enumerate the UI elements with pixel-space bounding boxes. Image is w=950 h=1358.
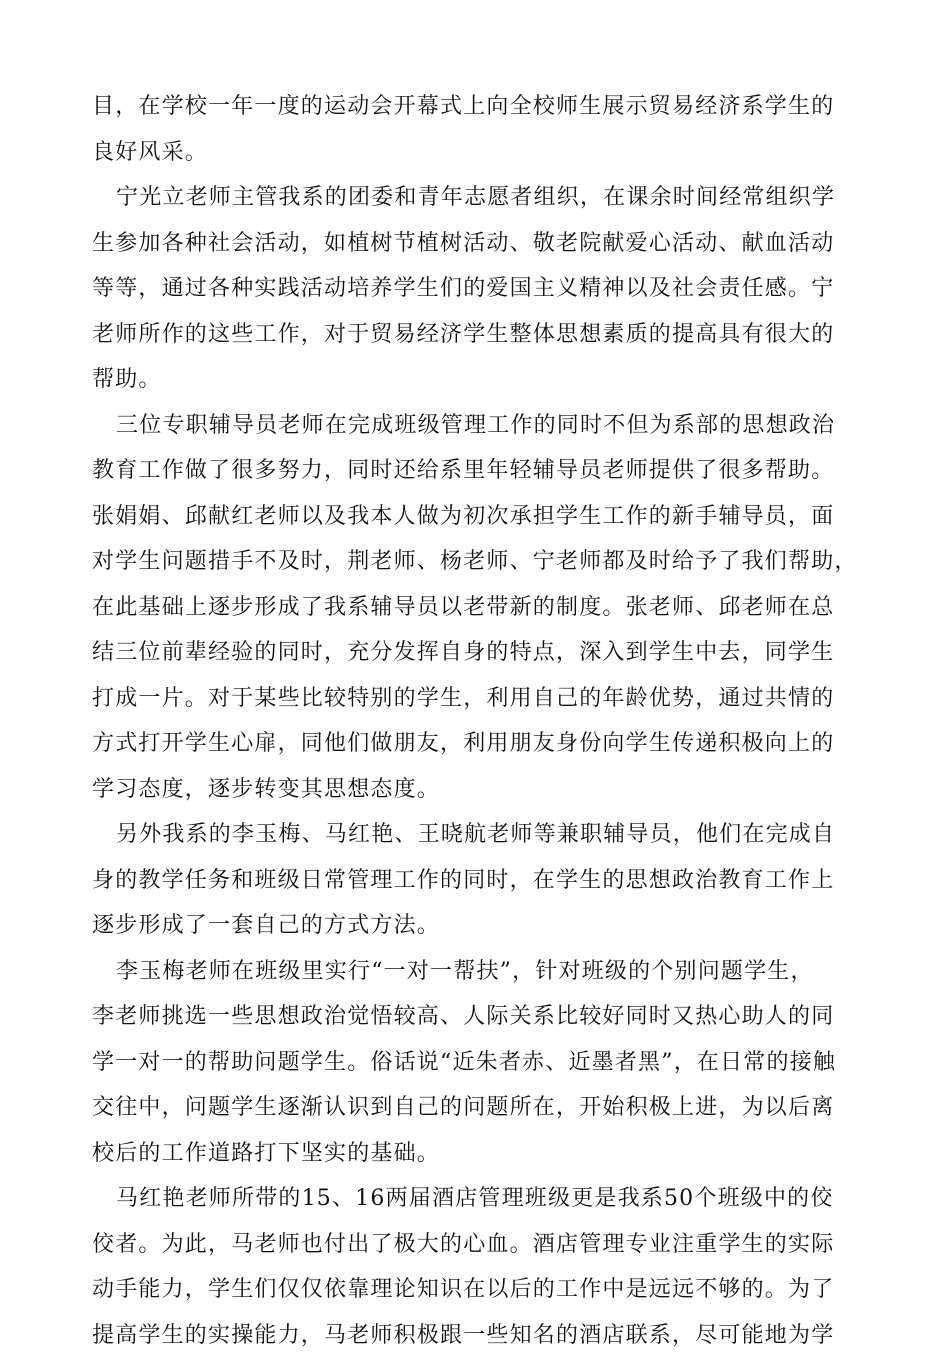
text-line: 打成一片。对于某些比较特别的学生，利用自己的年龄优势，通过共情的 [92, 676, 860, 722]
paragraph-3 [92, 403, 860, 813]
text-line: 在此基础上逐步形成了我系辅导员以老带新的制度。张老师、邱老师在总 [92, 585, 860, 631]
text-line: 提高学生的实操能力，马老师积极跟一些知名的酒店联系，尽可能地为学 [92, 1313, 860, 1358]
text-line: 学一对一的帮助问题学生。俗话说“近朱者赤、近墨者黑”，在日常的接触 [92, 1040, 860, 1086]
text-line: 李玉梅老师在班级里实行“一对一帮扶”，针对班级的个别问题学生， [92, 949, 860, 995]
text-line: 良好风采。 [92, 130, 860, 176]
text-line: 逐步形成了一套自己的方式方法。 [92, 903, 860, 949]
text-line: 方式打开学生心扉，同他们做朋友，利用朋友身份向学生传递积极向上的 [92, 721, 860, 767]
text-line: 动手能力，学生们仅仅依靠理论知识在以后的工作中是远远不够的。为了 [92, 1267, 860, 1313]
text-line: 等等，通过各种实践活动培养学生们的爱国主义精神以及社会责任感。宁 [92, 266, 860, 312]
text-line: 张娟娟、邱献红老师以及我本人做为初次承担学生工作的新手辅导员，面 [92, 494, 860, 540]
text-line: 老师所作的这些工作，对于贸易经济学生整体思想素质的提高具有很大的 [92, 312, 860, 358]
paragraph-4 [92, 812, 860, 949]
text-line: 宁光立老师主管我系的团委和青年志愿者组织，在课余时间经常组织学 [92, 175, 860, 221]
text-line: 三位专职辅导员老师在完成班级管理工作的同时不但为系部的思想政治 [92, 403, 860, 449]
text-line: 帮助。 [92, 357, 860, 403]
document-body [92, 84, 860, 1358]
text-line: 教育工作做了很多努力，同时还给系里年轻辅导员老师提供了很多帮助。 [92, 448, 860, 494]
text-line: 另外我系的李玉梅、马红艳、王晓航老师等兼职辅导员，他们在完成自 [92, 812, 860, 858]
text-line: 学习态度，逐步转变其思想态度。 [92, 767, 860, 813]
text-line: 马红艳老师所带的15、16两届酒店管理班级更是我系50个班级中的佼 [92, 1176, 860, 1222]
text-line: 交往中，问题学生逐渐认识到自己的问题所在，开始积极上进，为以后离 [92, 1085, 860, 1131]
paragraph-2 [92, 175, 860, 403]
text-line: 校后的工作道路打下坚实的基础。 [92, 1131, 860, 1177]
text-line: 结三位前辈经验的同时，充分发挥自身的特点，深入到学生中去，同学生 [92, 630, 860, 676]
text-line: 佼者。为此，马老师也付出了极大的心血。酒店管理专业注重学生的实际 [92, 1222, 860, 1268]
paragraph-1 [92, 84, 860, 175]
text-line: 对学生问题措手不及时，荆老师、杨老师、宁老师都及时给予了我们帮助， [92, 539, 860, 585]
text-line: 身的教学任务和班级日常管理工作的同时，在学生的思想政治教育工作上 [92, 858, 860, 904]
paragraph-6 [92, 1176, 860, 1358]
text-line: 生参加各种社会活动，如植树节植树活动、敬老院献爱心活动、献血活动 [92, 221, 860, 267]
text-line: 目，在学校一年一度的运动会开幕式上向全校师生展示贸易经济系学生的 [92, 84, 860, 130]
paragraph-5 [92, 949, 860, 1177]
text-line: 李老师挑选一些思想政治觉悟较高、人际关系比较好同时又热心助人的同 [92, 994, 860, 1040]
